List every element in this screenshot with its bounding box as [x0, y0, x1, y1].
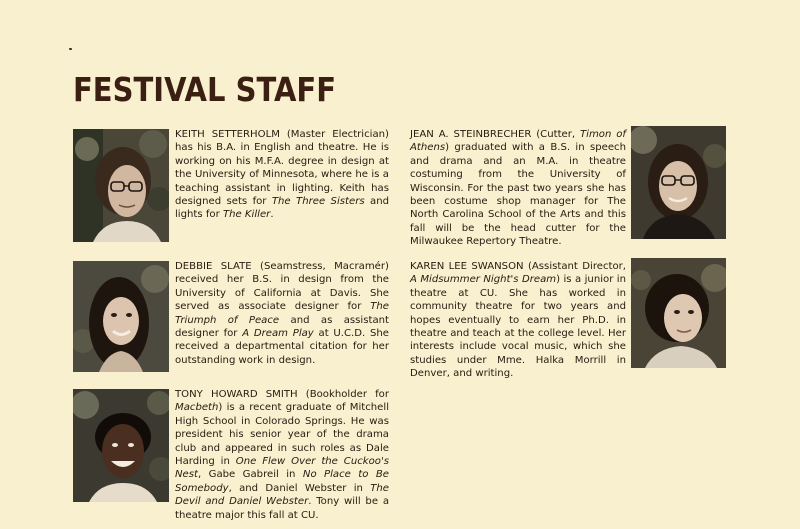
bio-title-italic: The Triumph of Peace	[175, 301, 389, 326]
bio-keith-setterholm	[175, 128, 389, 222]
portrait-tony-howard-smith	[73, 389, 169, 502]
bio-text: , Gabe Gabreil in	[197, 469, 303, 481]
bio-text: ) graduated with a B.S. in speech and drama and an M.A. in theatre costuming from the University of Wisconsin. For the past two years she has been costume shop manager for The North Carolina School of the Arts and this fall will be the head cutter for the Milwaukee Repertory Theatre.	[410, 142, 626, 248]
bio-text: . Tony will be a theatre major this fall at CU.	[175, 496, 390, 521]
page-title: FESTIVAL STAFF	[73, 70, 337, 110]
bio-jean-steinbrecher	[410, 128, 626, 249]
bio-text: ) is a junior in theatre at CU. She has worked in community theatre for two years and hopes eventually to earn her Ph.D. in theatre and teach at the college level. Her interests include vocal music, which she studies under Mme. Halka Morrill in Denver, and writing.	[410, 274, 626, 380]
bio-title-italic: No Place to Be Somebody	[175, 469, 389, 494]
bio-title-italic: A Dream Play	[242, 328, 314, 340]
paper-speck	[69, 48, 72, 50]
portrait-jean-steinbrecher	[631, 126, 726, 239]
portrait-keith-setterholm	[73, 129, 169, 242]
bio-title-italic: Timon of Athens	[410, 129, 626, 154]
bio-title-italic: The Devil and Daniel Webster	[175, 482, 389, 508]
bio-tony-howard-smith	[175, 388, 389, 522]
bio-text: at U.C.D. She received a departmental citation for her outstanding work in design.	[175, 328, 389, 366]
bio-karen-lee-swanson	[410, 260, 626, 381]
bio-text: TONY HOWARD SMITH (Bookholder for	[175, 389, 389, 400]
bio-title-italic: The Three Sisters	[271, 196, 365, 208]
bio-text: DEBBIE SLATE (Seamstress, Macramér) received her B.S. in design from the University of California at Davis. She served as associate designer for	[175, 261, 389, 313]
bio-text: KAREN LEE SWANSON (Assistant Director,	[410, 261, 626, 272]
bio-text: KEITH SETTERHOLM (Master Electrician) has his B.A. in English and theatre. He is working on his M.F.A. degree in design at the University of Minnesota, where he is a teaching assistant in lighting. Keith has designed sets for	[175, 129, 389, 208]
bio-text: .	[270, 209, 274, 221]
bio-text: ) is a recent graduate of Mitchell High School in Colorado Springs. He was president his senior year of the drama club and appeared in such roles as Dale Harding in	[175, 402, 389, 468]
bio-title-italic: A Midsummer Night's Dream	[410, 274, 557, 286]
bio-text: and as assistant designer for	[175, 314, 389, 340]
bio-title-italic: The Killer	[222, 209, 271, 221]
bio-text: and lights for	[175, 196, 389, 221]
bio-title-italic: One Flew Over the Cuckoo's Nest	[175, 456, 389, 481]
portrait-karen-lee-swanson	[631, 258, 726, 368]
bio-debbie-slate	[175, 260, 389, 367]
bio-title-italic: Macbeth	[175, 402, 219, 414]
bio-text: JEAN A. STEINBRECHER (Cutter,	[410, 129, 580, 140]
portrait-debbie-slate	[73, 261, 169, 372]
bio-text: , and Daniel Webster in	[228, 482, 371, 494]
